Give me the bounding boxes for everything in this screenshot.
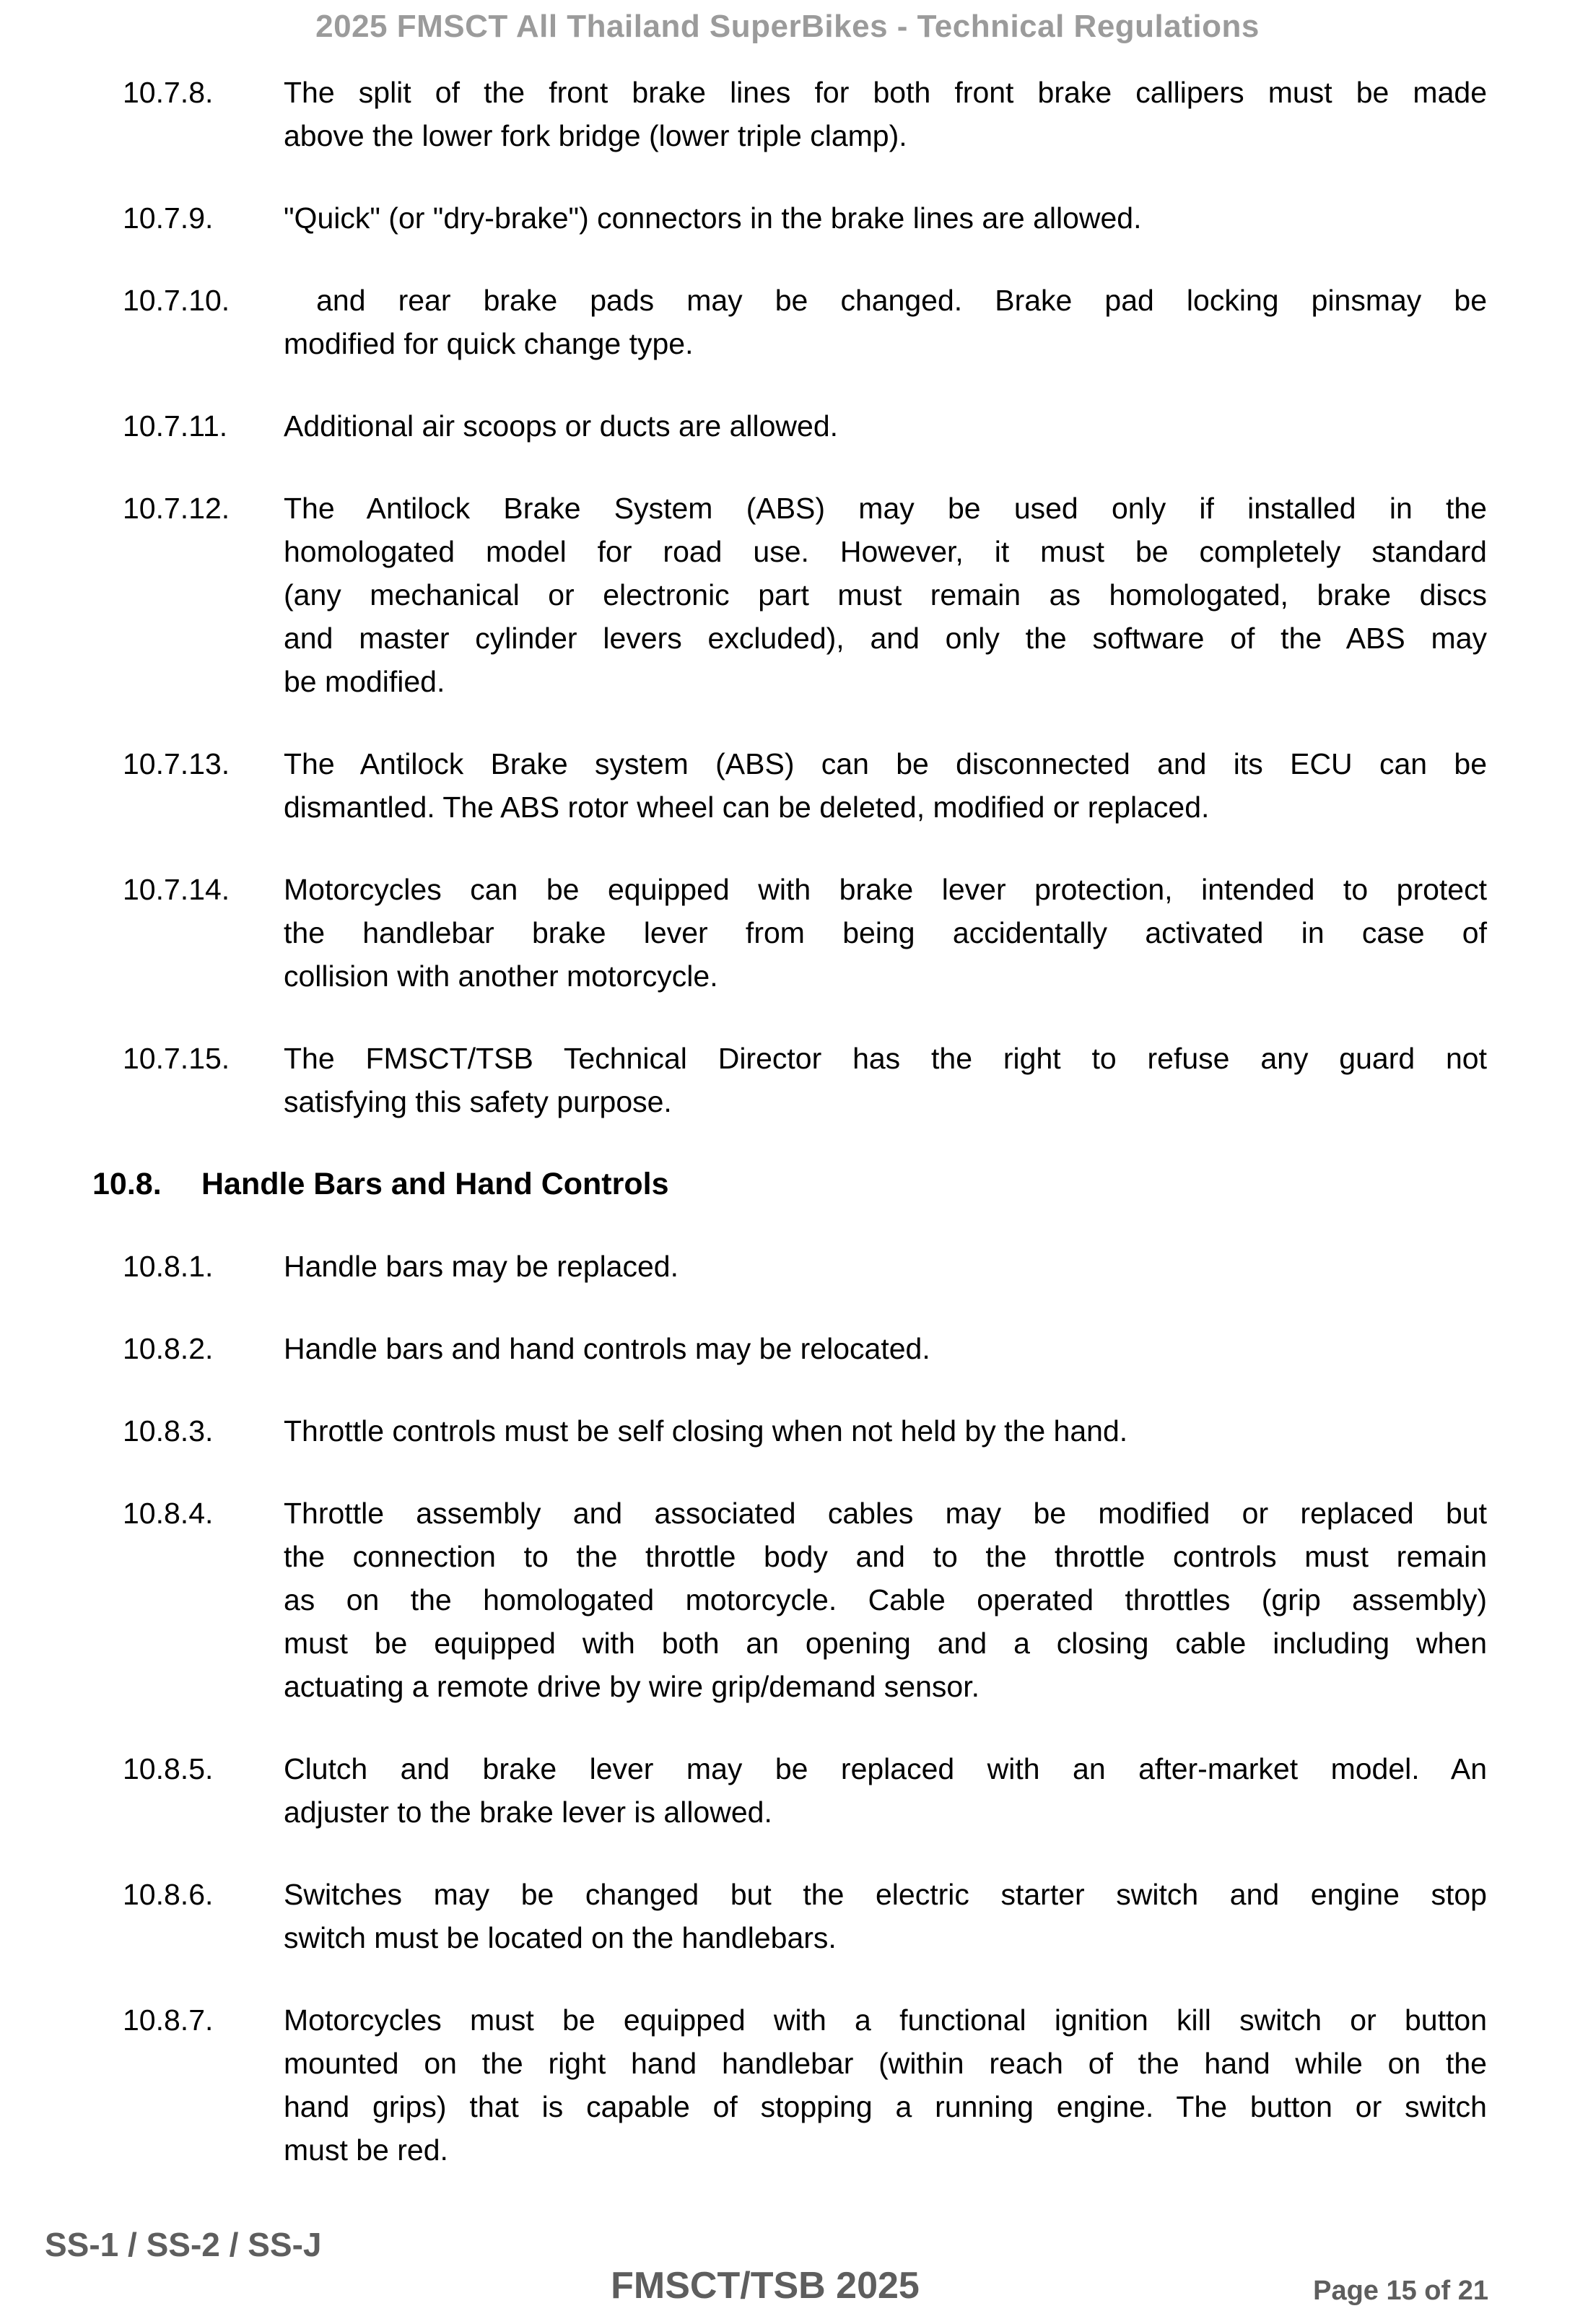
clause-number: 10.8.5. <box>123 1752 214 1785</box>
clause-text-line: collision with another motorcycle. <box>284 959 718 993</box>
clause-text-line: must be equipped with both an opening and a closing cable including when <box>284 1627 1487 1660</box>
clause-number: 10.7.9. <box>123 201 214 235</box>
regulation-item <box>123 1998 1487 2172</box>
clause-text-line: switch must be located on the handlebars. <box>284 1921 837 1954</box>
clause-number: 10.8. <box>92 1167 162 1201</box>
clause-number: 10.8.4. <box>123 1497 214 1530</box>
clause-text <box>284 868 1487 998</box>
clause-text <box>284 71 1487 157</box>
clause-text <box>284 1492 1487 1708</box>
clause-number: 10.7.15. <box>123 1042 230 1075</box>
clause-text <box>284 196 1487 240</box>
clause-text-line: and rear brake pads may be changed. Brake pad locking pinsmay be <box>284 284 1487 317</box>
clause-text-line: dismantled. The ABS rotor wheel can be deleted, modified or replaced. <box>284 791 1210 824</box>
clause-number: 10.8.2. <box>123 1332 214 1365</box>
footer-class-codes: SS-1 / SS-2 / SS-J <box>45 2226 322 2263</box>
clause-number: 10.8.6. <box>123 1878 214 1911</box>
clause-text <box>284 1037 1487 1123</box>
regulation-item <box>123 279 1487 365</box>
clause-text <box>284 1873 1487 1959</box>
page-header-title: 2025 FMSCT All Thailand SuperBikes - Technical Regulations <box>315 9 1260 44</box>
clause-text-line: Switches may be changed but the electric starter switch and engine stop <box>284 1878 1487 1911</box>
regulation-item <box>123 1037 1487 1123</box>
clause-text-line: Motorcycles must be equipped with a functional ignition kill switch or button <box>284 2003 1487 2037</box>
regulation-item <box>123 742 1487 829</box>
clause-text-line: Motorcycles can be equipped with brake lever protection, intended to protect <box>284 873 1487 906</box>
clause-number: 10.7.11. <box>123 409 228 443</box>
clause-text-line: Clutch and brake lever may be replaced with an after-market model. An <box>284 1752 1487 1785</box>
clause-text-line: be modified. <box>284 665 445 698</box>
clause-text-line: the connection to the throttle body and to the throttle controls must remain <box>284 1540 1487 1573</box>
clause-text <box>284 742 1487 829</box>
regulation-item <box>123 1492 1487 1708</box>
clause-text-line: Throttle controls must be self closing when not held by the hand. <box>284 1414 1128 1448</box>
regulation-item <box>123 1873 1487 1959</box>
clause-text-line: (any mechanical or electronic part must remain as homologated, brake discs <box>284 578 1487 612</box>
clause-text-line: Throttle assembly and associated cables may be modified or replaced but <box>284 1497 1487 1530</box>
regulation-item <box>123 404 1487 448</box>
clause-text-line: must be red. <box>284 2133 448 2167</box>
clause-text-line: The split of the front brake lines for both front brake callipers must be made <box>284 76 1487 109</box>
clause-number: 10.8.1. <box>123 1250 214 1283</box>
clause-text <box>284 487 1487 703</box>
regulation-item <box>123 1245 1487 1288</box>
clause-text <box>284 1245 1487 1288</box>
clause-number: 10.7.14. <box>123 873 230 906</box>
clause-text-line: The Antilock Brake system (ABS) can be disconnected and its ECU can be <box>284 747 1487 780</box>
clause-text-line: modified for quick change type. <box>284 327 694 360</box>
clause-text-line: Handle bars and hand controls may be relocated. <box>284 1332 930 1365</box>
footer-page-number: Page 15 of 21 <box>1313 2276 1488 2306</box>
regulation-item <box>123 487 1487 703</box>
clause-text <box>284 1409 1487 1453</box>
clause-text <box>284 1747 1487 1834</box>
section-heading <box>92 1162 1487 1206</box>
footer-document-title: FMSCT/TSB 2025 <box>611 2265 920 2307</box>
regulation-item <box>123 1327 1487 1370</box>
clause-text-line: "Quick" (or "dry-brake") connectors in the brake lines are allowed. <box>284 201 1142 235</box>
clause-number: 10.8.3. <box>123 1414 214 1448</box>
clause-text-line: Handle Bars and Hand Controls <box>201 1167 669 1201</box>
clause-text-line: mounted on the right hand handlebar (within reach of the hand while on the <box>284 2047 1487 2080</box>
clause-text-line: adjuster to the brake lever is allowed. <box>284 1796 772 1829</box>
clause-text <box>284 1327 1487 1370</box>
clause-text-line: The Antilock Brake System (ABS) may be used only if installed in the <box>284 492 1487 525</box>
clause-text-line: actuating a remote drive by wire grip/demand sensor. <box>284 1670 980 1703</box>
clause-text-line: as on the homologated motorcycle. Cable operated throttles (grip assembly) <box>284 1583 1487 1616</box>
clause-text <box>284 404 1487 448</box>
clause-text-line: hand grips) that is capable of stopping a running engine. The button or switch <box>284 2090 1487 2123</box>
clause-text-line: the handlebar brake lever from being accidentally activated in case of <box>284 916 1487 949</box>
clause-number: 10.7.13. <box>123 747 230 780</box>
regulations-list <box>92 71 1487 2211</box>
clause-text <box>284 1998 1487 2172</box>
regulation-item <box>123 1747 1487 1834</box>
clause-number: 10.7.12. <box>123 492 230 525</box>
clause-text-line: above the lower fork bridge (lower triple clamp). <box>284 119 907 152</box>
clause-text-line: and master cylinder levers excluded), and only the software of the ABS may <box>284 622 1487 655</box>
regulation-item <box>123 71 1487 157</box>
clause-number: 10.7.8. <box>123 76 214 109</box>
regulation-item <box>123 196 1487 240</box>
clause-text-line: The FMSCT/TSB Technical Director has the right to refuse any guard not <box>284 1042 1487 1075</box>
clause-text-line: homologated model for road use. However, it must be completely standard <box>284 535 1487 568</box>
clause-text <box>201 1162 1487 1206</box>
clause-text-line: Additional air scoops or ducts are allowed. <box>284 409 839 443</box>
clause-text-line: satisfying this safety purpose. <box>284 1085 672 1118</box>
clause-text <box>284 279 1487 365</box>
clause-text-line: Handle bars may be replaced. <box>284 1250 679 1283</box>
regulation-item <box>123 868 1487 998</box>
regulation-item <box>123 1409 1487 1453</box>
clause-number: 10.8.7. <box>123 2003 214 2037</box>
clause-number: 10.7.10. <box>123 284 230 317</box>
